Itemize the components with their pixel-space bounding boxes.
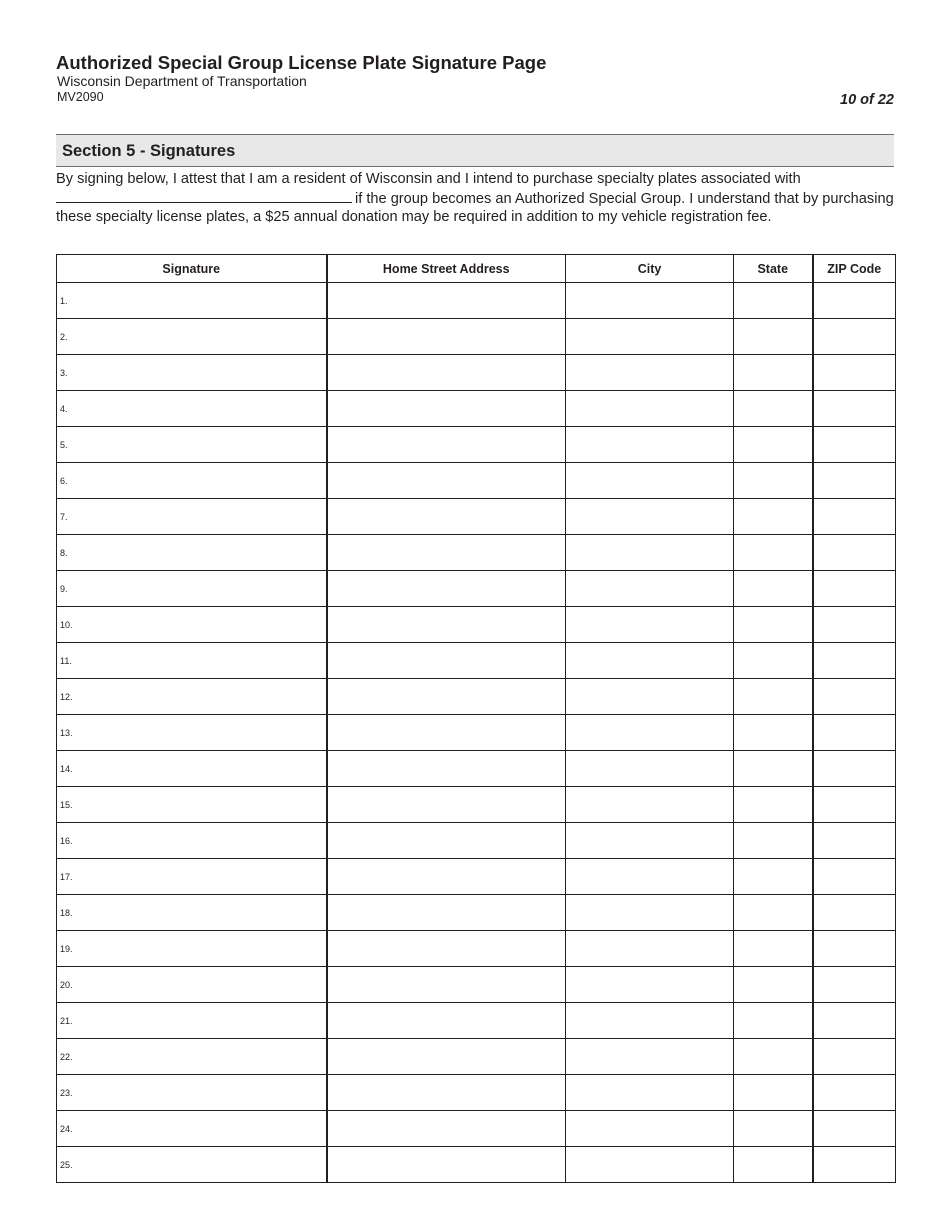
city-cell[interactable] <box>566 571 734 607</box>
table-row <box>57 319 896 355</box>
row-number: 22. <box>60 1051 73 1062</box>
state-cell[interactable] <box>734 679 813 715</box>
city-cell[interactable] <box>566 679 734 715</box>
signature-cell[interactable] <box>57 499 327 535</box>
address-cell[interactable] <box>327 391 566 427</box>
signature-cell[interactable] <box>57 823 327 859</box>
row-number: 1. <box>60 295 68 306</box>
address-cell[interactable] <box>327 787 566 823</box>
city-cell[interactable] <box>566 859 734 895</box>
table-row <box>57 751 896 787</box>
signature-cell[interactable] <box>57 715 327 751</box>
address-cell[interactable] <box>327 895 566 931</box>
city-cell[interactable] <box>566 1075 734 1111</box>
state-cell[interactable] <box>734 751 813 787</box>
table-row <box>57 463 896 499</box>
city-cell[interactable] <box>566 355 734 391</box>
form-title: Authorized Special Group License Plate Signature Page <box>56 52 547 73</box>
zip-cell[interactable] <box>813 499 896 535</box>
state-cell[interactable] <box>734 499 813 535</box>
zip-cell[interactable] <box>813 895 896 931</box>
section-heading: Section 5 - Signatures <box>56 134 894 167</box>
zip-cell[interactable] <box>813 463 896 499</box>
row-number: 23. <box>60 1087 73 1098</box>
zip-cell[interactable] <box>813 787 896 823</box>
city-cell[interactable] <box>566 895 734 931</box>
row-number: 17. <box>60 871 73 882</box>
column-header-city: City <box>566 255 734 283</box>
zip-cell[interactable] <box>813 319 896 355</box>
signature-cell[interactable] <box>57 643 327 679</box>
row-number: 3. <box>60 367 68 378</box>
zip-cell[interactable] <box>813 643 896 679</box>
row-number: 18. <box>60 907 73 918</box>
table-row <box>57 355 896 391</box>
row-number: 13. <box>60 727 73 738</box>
state-cell[interactable] <box>734 895 813 931</box>
row-number: 16. <box>60 835 73 846</box>
signature-cell[interactable] <box>57 427 327 463</box>
signature-cell[interactable] <box>57 283 327 319</box>
signature-cell[interactable] <box>57 391 327 427</box>
signature-cell[interactable] <box>57 679 327 715</box>
table-row <box>57 283 896 319</box>
state-cell[interactable] <box>734 967 813 1003</box>
zip-cell[interactable] <box>813 823 896 859</box>
address-cell[interactable] <box>327 463 566 499</box>
table-row <box>57 1003 896 1039</box>
city-cell[interactable] <box>566 535 734 571</box>
zip-cell[interactable] <box>813 967 896 1003</box>
zip-cell[interactable] <box>813 283 896 319</box>
column-header-signature: Signature <box>57 255 327 283</box>
signature-cell[interactable] <box>57 859 327 895</box>
table-row <box>57 715 896 751</box>
row-number: 24. <box>60 1123 73 1134</box>
row-number: 15. <box>60 799 73 810</box>
city-cell[interactable] <box>566 1003 734 1039</box>
row-number: 4. <box>60 403 68 414</box>
signature-cell[interactable] <box>57 787 327 823</box>
signature-cell[interactable] <box>57 1147 327 1183</box>
address-cell[interactable] <box>327 1147 566 1183</box>
attestation-text <box>56 170 896 227</box>
table-row <box>57 823 896 859</box>
row-number: 25. <box>60 1159 73 1170</box>
city-cell[interactable] <box>566 427 734 463</box>
table-row <box>57 679 896 715</box>
column-header-zip: ZIP Code <box>813 255 896 283</box>
row-number: 21. <box>60 1015 73 1026</box>
address-cell[interactable] <box>327 283 566 319</box>
zip-cell[interactable] <box>813 571 896 607</box>
state-cell[interactable] <box>734 787 813 823</box>
signature-table <box>56 254 896 1183</box>
row-number: 14. <box>60 763 73 774</box>
table-row <box>57 931 896 967</box>
state-cell[interactable] <box>734 283 813 319</box>
signature-cell[interactable] <box>57 1039 327 1075</box>
signature-cell[interactable] <box>57 895 327 931</box>
table-row <box>57 391 896 427</box>
zip-cell[interactable] <box>813 1003 896 1039</box>
table-row <box>57 1147 896 1183</box>
city-cell[interactable] <box>566 787 734 823</box>
signature-cell[interactable] <box>57 751 327 787</box>
address-cell[interactable] <box>327 499 566 535</box>
city-cell[interactable] <box>566 1147 734 1183</box>
row-number: 2. <box>60 331 68 342</box>
row-number: 19. <box>60 943 73 954</box>
address-cell[interactable] <box>327 607 566 643</box>
signature-cell[interactable] <box>57 1075 327 1111</box>
address-cell[interactable] <box>327 1111 566 1147</box>
state-cell[interactable] <box>734 1147 813 1183</box>
state-cell[interactable] <box>734 1111 813 1147</box>
state-cell[interactable] <box>734 535 813 571</box>
signature-cell[interactable] <box>57 1003 327 1039</box>
state-cell[interactable] <box>734 463 813 499</box>
table-row <box>57 1111 896 1147</box>
table-row <box>57 607 896 643</box>
table-row <box>57 427 896 463</box>
address-cell[interactable] <box>327 859 566 895</box>
state-cell[interactable] <box>734 715 813 751</box>
zip-cell[interactable] <box>813 535 896 571</box>
address-cell[interactable] <box>327 931 566 967</box>
address-cell[interactable] <box>327 1003 566 1039</box>
table-row <box>57 787 896 823</box>
attestation-text-part1: By signing below, I attest that I am a resident of Wisconsin and I intend to purchase specialty plates associated with <box>56 171 801 187</box>
address-cell[interactable] <box>327 1075 566 1111</box>
zip-cell[interactable] <box>813 427 896 463</box>
state-cell[interactable] <box>734 1075 813 1111</box>
row-number: 10. <box>60 619 73 630</box>
state-cell[interactable] <box>734 571 813 607</box>
row-number: 20. <box>60 979 73 990</box>
group-name-field[interactable] <box>56 189 352 203</box>
state-cell[interactable] <box>734 643 813 679</box>
row-number: 9. <box>60 583 68 594</box>
zip-cell[interactable] <box>813 1039 896 1075</box>
zip-cell[interactable] <box>813 607 896 643</box>
city-cell[interactable] <box>566 751 734 787</box>
city-cell[interactable] <box>566 1111 734 1147</box>
page-number: 10 of 22 <box>840 92 894 108</box>
row-number: 5. <box>60 439 68 450</box>
zip-cell[interactable] <box>813 751 896 787</box>
city-cell[interactable] <box>566 715 734 751</box>
table-row <box>57 1075 896 1111</box>
city-cell[interactable] <box>566 931 734 967</box>
zip-cell[interactable] <box>813 1075 896 1111</box>
row-number: 7. <box>60 511 68 522</box>
signature-cell[interactable] <box>57 1111 327 1147</box>
state-cell[interactable] <box>734 355 813 391</box>
city-cell[interactable] <box>566 1039 734 1075</box>
address-cell[interactable] <box>327 571 566 607</box>
state-cell[interactable] <box>734 319 813 355</box>
address-cell[interactable] <box>327 643 566 679</box>
state-cell[interactable] <box>734 391 813 427</box>
signature-cell[interactable] <box>57 607 327 643</box>
zip-cell[interactable] <box>813 355 896 391</box>
state-cell[interactable] <box>734 1039 813 1075</box>
address-cell[interactable] <box>327 427 566 463</box>
state-cell[interactable] <box>734 931 813 967</box>
address-cell[interactable] <box>327 535 566 571</box>
signature-cell[interactable] <box>57 319 327 355</box>
city-cell[interactable] <box>566 319 734 355</box>
zip-cell[interactable] <box>813 391 896 427</box>
agency-name: Wisconsin Department of Transportation <box>57 73 307 89</box>
table-row <box>57 535 896 571</box>
attestation-text-part2: if the group becomes an Authorized Special Group. I understand that by purchasing these specialty license plates, a $25 annual donation may be required in addition to my vehicle registration fee. <box>56 190 894 226</box>
signature-cell[interactable] <box>57 967 327 1003</box>
row-number: 11. <box>60 655 72 666</box>
city-cell[interactable] <box>566 823 734 859</box>
form-number: MV2090 <box>57 90 104 104</box>
address-cell[interactable] <box>327 823 566 859</box>
city-cell[interactable] <box>566 607 734 643</box>
state-cell[interactable] <box>734 1003 813 1039</box>
city-cell[interactable] <box>566 391 734 427</box>
signature-cell[interactable] <box>57 355 327 391</box>
address-cell[interactable] <box>327 679 566 715</box>
state-cell[interactable] <box>734 859 813 895</box>
column-header-state: State <box>734 255 813 283</box>
address-cell[interactable] <box>327 967 566 1003</box>
row-number: 8. <box>60 547 68 558</box>
city-cell[interactable] <box>566 643 734 679</box>
zip-cell[interactable] <box>813 1111 896 1147</box>
table-row <box>57 643 896 679</box>
zip-cell[interactable] <box>813 931 896 967</box>
zip-cell[interactable] <box>813 679 896 715</box>
address-cell[interactable] <box>327 751 566 787</box>
table-row <box>57 967 896 1003</box>
address-cell[interactable] <box>327 355 566 391</box>
table-row <box>57 859 896 895</box>
state-cell[interactable] <box>734 823 813 859</box>
table-row <box>57 895 896 931</box>
column-header-address: Home Street Address <box>327 255 566 283</box>
table-row <box>57 499 896 535</box>
city-cell[interactable] <box>566 499 734 535</box>
signature-cell[interactable] <box>57 535 327 571</box>
signature-rows <box>57 283 896 1183</box>
address-cell[interactable] <box>327 715 566 751</box>
state-cell[interactable] <box>734 427 813 463</box>
table-header-row <box>57 255 896 283</box>
signature-cell[interactable] <box>57 571 327 607</box>
city-cell[interactable] <box>566 463 734 499</box>
row-number: 6. <box>60 475 68 486</box>
address-cell[interactable] <box>327 319 566 355</box>
table-row <box>57 1039 896 1075</box>
zip-cell[interactable] <box>813 715 896 751</box>
state-cell[interactable] <box>734 607 813 643</box>
signature-cell[interactable] <box>57 463 327 499</box>
signature-cell[interactable] <box>57 931 327 967</box>
row-number: 12. <box>60 691 73 702</box>
zip-cell[interactable] <box>813 1147 896 1183</box>
address-cell[interactable] <box>327 1039 566 1075</box>
zip-cell[interactable] <box>813 859 896 895</box>
city-cell[interactable] <box>566 283 734 319</box>
table-row <box>57 571 896 607</box>
city-cell[interactable] <box>566 967 734 1003</box>
